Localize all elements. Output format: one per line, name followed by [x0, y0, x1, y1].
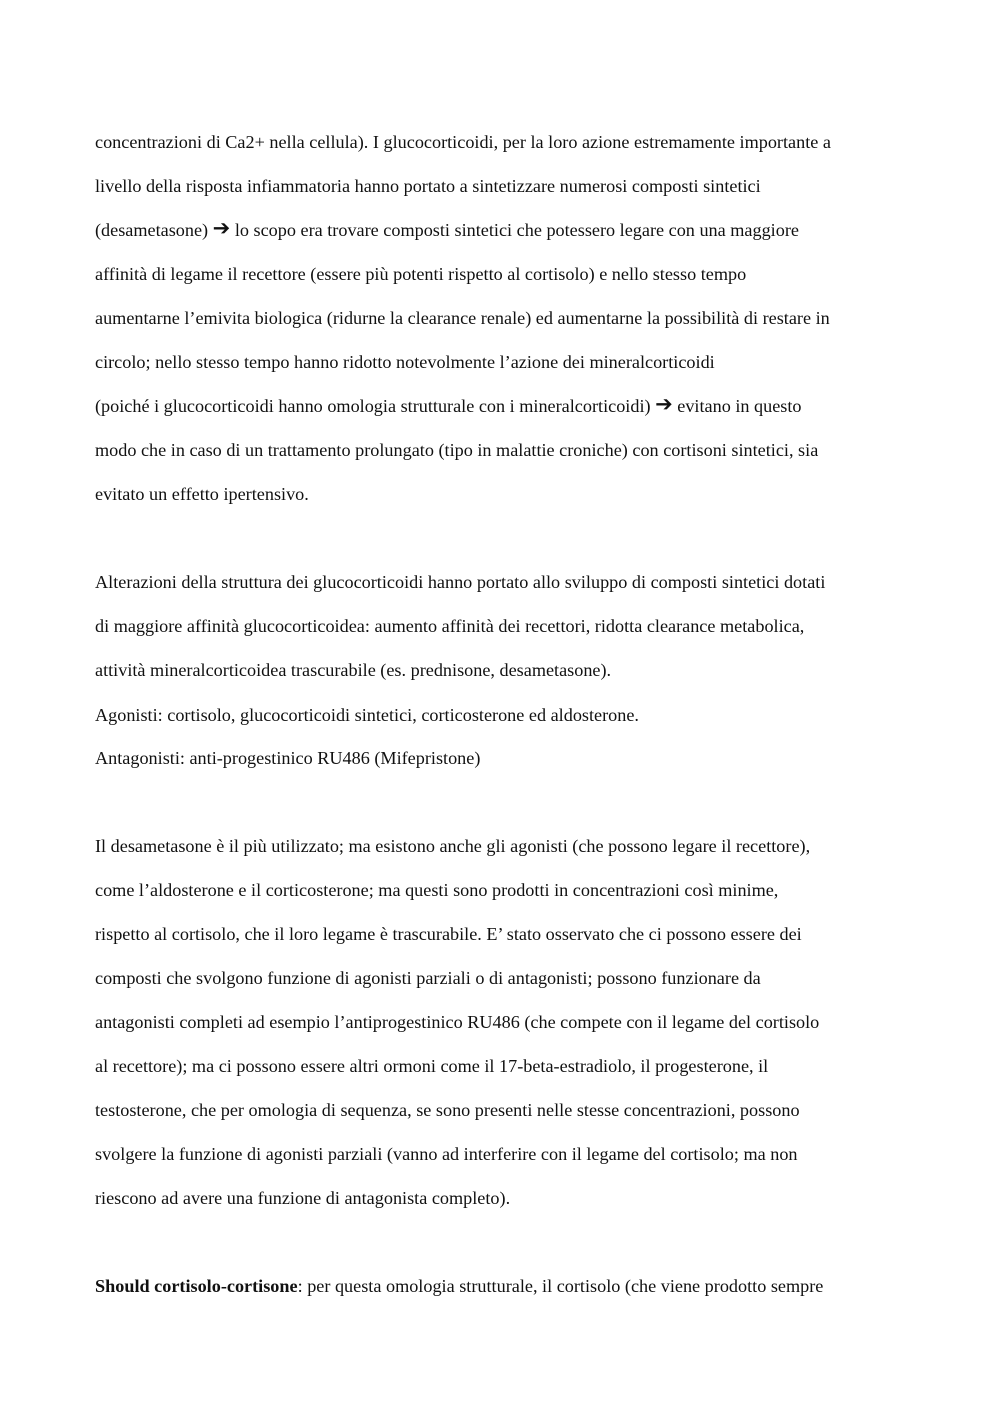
text-line: al recettore); ma ci possono essere altri ormoni come il 17-beta-estradiolo, il progesterone, il [95, 1056, 769, 1076]
text-span: (poiché i glucocorticoidi hanno omologia strutturale con i mineralcorticoidi) [95, 396, 656, 416]
text-line: come l’aldosterone e il corticosterone; ma questi sono prodotti in concentrazioni così minime, [95, 880, 779, 900]
text-line: affinità di legame il recettore (essere più potenti rispetto al cortisolo) e nello stesso tempo [95, 264, 747, 284]
text-line: Il desametasone è il più utilizzato; ma esistono anche gli agonisti (che possono legare il recettore), [95, 836, 811, 856]
text-line: riescono ad avere una funzione di antagonista completo). [95, 1188, 511, 1208]
text-line: Agonisti: cortisolo, glucocorticoidi sintetici, corticosterone ed aldosterone. [95, 705, 639, 725]
text-line: attività mineralcorticoidea trascurabile (es. prednisone, desametasone). [95, 660, 612, 680]
text-line: circolo; nello stesso tempo hanno ridotto notevolmente l’azione dei mineralcorticoidi [95, 352, 715, 372]
document-page [95, 0, 925, 1414]
text-line: Antagonisti: anti-progestinico RU486 (Mifepristone) [95, 748, 481, 768]
text-line: composti che svolgono funzione di agonisti parziali o di antagonisti; possono funzionare da [95, 968, 761, 988]
text-line: Alterazioni della struttura dei glucocorticoidi hanno portato allo sviluppo di composti sintetici dotati [95, 572, 826, 592]
text-line: livello della risposta infiammatoria hanno portato a sintetizzare numerosi composti sintetici [95, 176, 761, 196]
text-line: modo che in caso di un trattamento prolungato (tipo in malattie croniche) con cortisoni sintetici, sia [95, 440, 819, 460]
text-line [95, 218, 799, 242]
text-span: evitano in questo [672, 396, 802, 416]
text-line: testosterone, che per omologia di sequenza, se sono presenti nelle stesse concentrazioni, possono [95, 1100, 800, 1120]
text-line: concentrazioni di Ca2+ nella cellula). I glucocorticoidi, per la loro azione estremamente importante a [95, 132, 831, 152]
text-span: lo scopo era trovare composti sintetici che potessero legare con una maggiore [230, 220, 799, 240]
text-line [95, 1274, 823, 1298]
arrow-right-icon: ➔ [212, 216, 231, 240]
text-line: di maggiore affinità glucocorticoidea: aumento affinità dei recettori, ridotta clearance metabolica, [95, 616, 805, 636]
arrow-right-icon: ➔ [655, 392, 673, 416]
text-line: aumentarne l’emivita biologica (ridurne la clearance renale) ed aumentarne la possibilità di restare in [95, 308, 830, 328]
text-line [95, 394, 802, 418]
text-line: svolgere la funzione di agonisti parziali (vanno ad interferire con il legame del cortisolo; ma non [95, 1144, 798, 1164]
text-span: : per questa omologia strutturale, il cortisolo (che viene prodotto sempre [297, 1276, 824, 1296]
text-line: evitato un effetto ipertensivo. [95, 484, 309, 504]
text-span: (desametasone) [95, 220, 213, 240]
bold-term: Should cortisolo-cortisone [95, 1276, 298, 1296]
text-line: rispetto al cortisolo, che il loro legame è trascurabile. E’ stato osservato che ci possono essere dei [95, 924, 802, 944]
text-line: antagonisti completi ad esempio l’antiprogestinico RU486 (che compete con il legame del cortisolo [95, 1012, 820, 1032]
